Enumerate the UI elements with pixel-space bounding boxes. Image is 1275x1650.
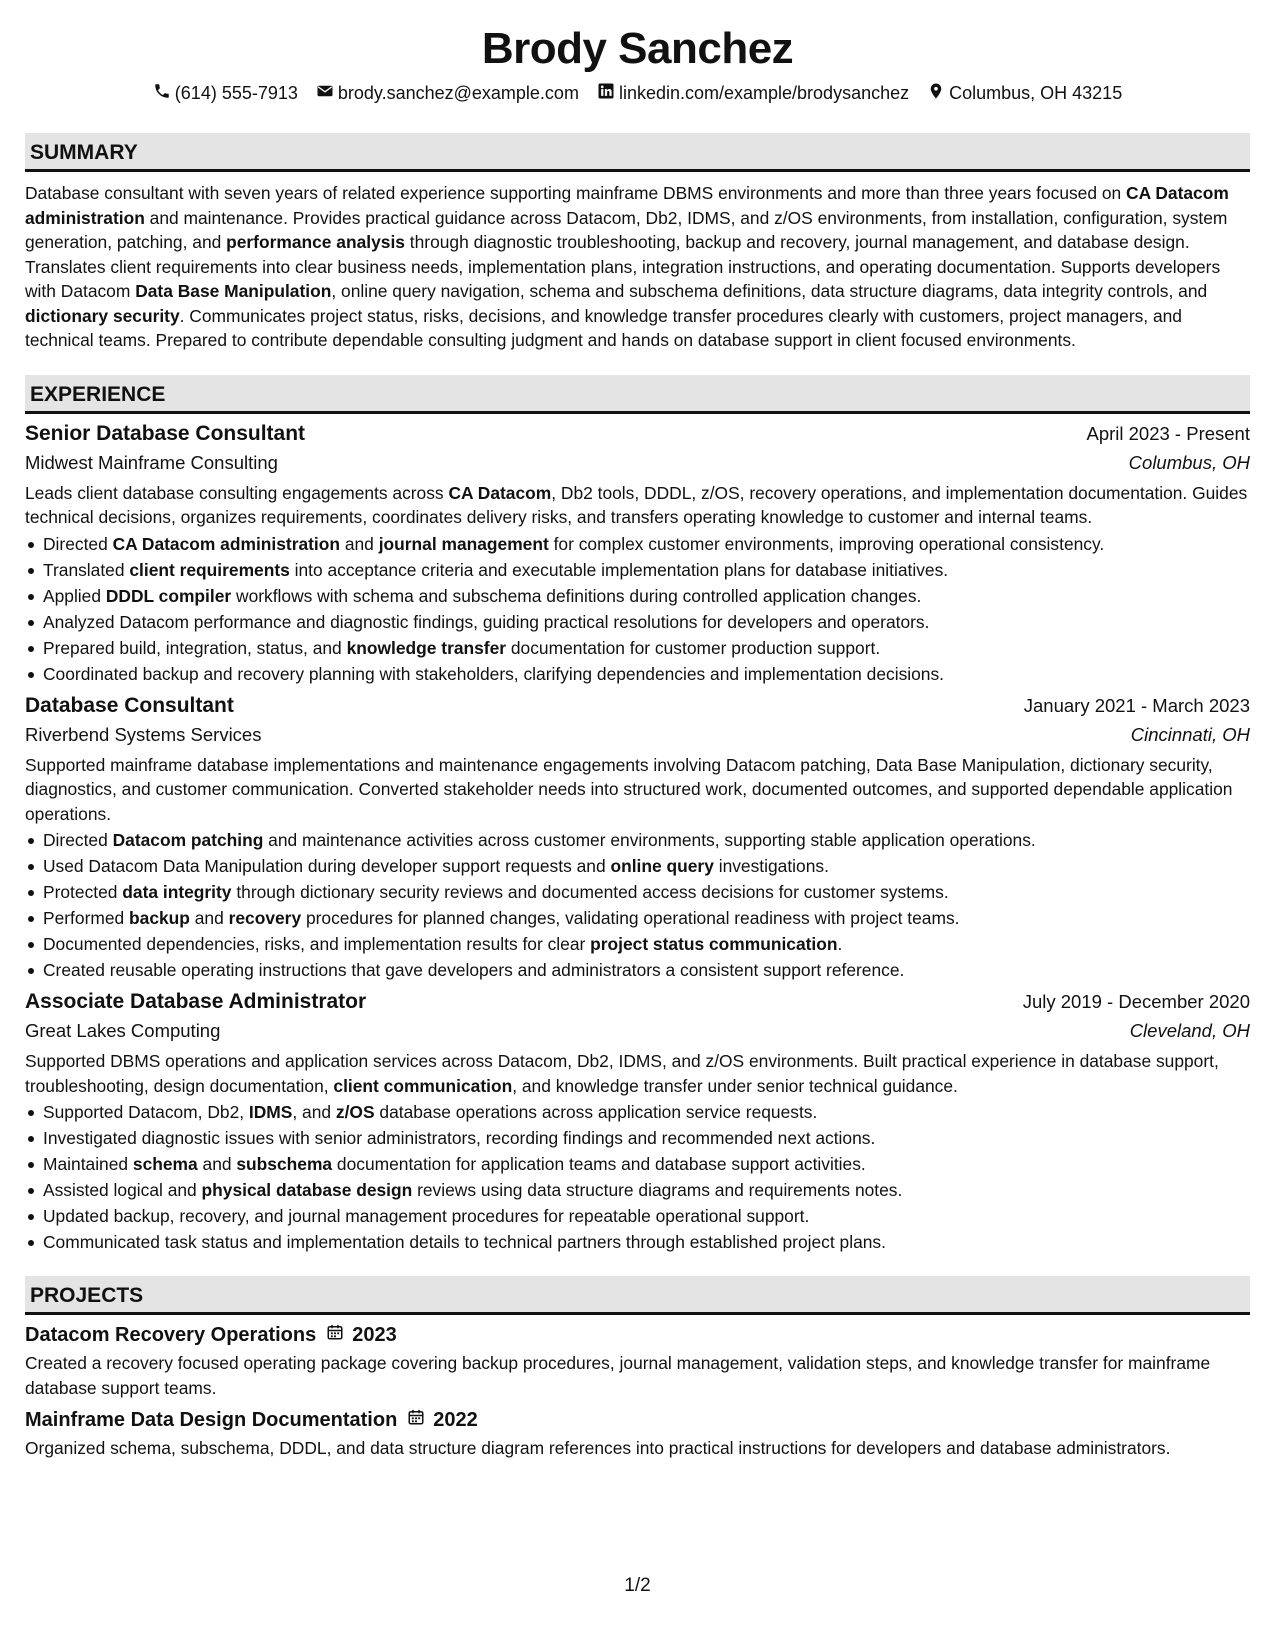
- bold-keyword: online query: [610, 856, 714, 876]
- candidate-name: Brody Sanchez: [481, 24, 794, 73]
- contact-phone: [153, 82, 298, 105]
- project-description: Created a recovery focused operating package covering backup procedures, journal management, validation steps, and knowledge transfer for mainframe database support teams.: [25, 1353, 1211, 1398]
- job-header: [25, 990, 1250, 1014]
- linkedin-link[interactable]: linkedin.com/example/brodysanchez: [618, 82, 910, 103]
- project-year: [326, 1323, 397, 1347]
- bold-keyword: knowledge transfer: [346, 637, 507, 658]
- job-description: Supported DBMS operations and application services across Datacom, Db2, IDMS, and z/OS environments. Built practical experience in database support, troubleshooting, design documentation, client communication, and knowledge transfer under senior technical guidance.: [25, 1051, 1219, 1096]
- bold-keyword: project status communication: [590, 934, 838, 954]
- bullet-item: Applied DDDL compiler workflows with schema and subschema definitions during controlled application changes.: [25, 584, 1250, 608]
- company-name: Riverbend Systems Services: [25, 723, 262, 745]
- job-bullets: [25, 828, 1250, 982]
- job-dates: April 2023 - Present: [1086, 422, 1250, 444]
- job-dates: July 2019 - December 2020: [1022, 991, 1250, 1012]
- bold-keyword: recovery: [228, 908, 302, 928]
- bold-keyword: CA Datacom administration: [112, 533, 340, 554]
- bullet-item: Communicated task status and implementation details to technical partners through established project plans.: [25, 1230, 1250, 1254]
- phone-icon: [153, 82, 171, 105]
- project-title: Datacom Recovery Operations: [25, 1323, 317, 1346]
- contact-email[interactable]: [316, 82, 579, 105]
- bullet-item: Supported Datacom, Db2, IDMS, and z/OS database operations across application service requests.: [25, 1100, 1250, 1124]
- job-subheader: [25, 724, 1250, 746]
- bullet-item: Directed Datacom patching and maintenance activities across customer environments, supporting stable application operations.: [25, 828, 1250, 852]
- bullet-item: Prepared build, integration, status, and knowledge transfer documentation for customer production support.: [25, 636, 1250, 660]
- section-heading-projects: PROJECTS: [25, 1276, 1250, 1315]
- bold-keyword: journal management: [378, 533, 549, 554]
- bold-keyword: physical database design: [201, 1180, 413, 1200]
- bold-keyword: client communication: [333, 1075, 513, 1096]
- job-header: [25, 694, 1250, 718]
- bullet-item: Updated backup, recovery, and journal management procedures for repeatable operational support.: [25, 1204, 1250, 1228]
- experience-list: [25, 422, 1250, 1255]
- projects-list: [25, 1323, 1250, 1461]
- bullet-item: Coordinated backup and recovery planning with stakeholders, clarifying dependencies and implementation decisions.: [25, 662, 1250, 686]
- envelope-icon: [316, 82, 334, 105]
- company-name: Midwest Mainframe Consulting: [25, 451, 278, 473]
- job-subheader: [25, 1020, 1250, 1042]
- bullet-item: Documented dependencies, risks, and implementation results for clear project status communication.: [25, 932, 1250, 956]
- job-location: Columbus, OH: [1128, 451, 1250, 473]
- bold-keyword: dictionary security: [25, 305, 180, 326]
- bold-keyword: subschema: [236, 1154, 333, 1174]
- experience-entry: [25, 990, 1250, 1254]
- location-text: Columbus, OH 43215: [949, 82, 1123, 103]
- bold-keyword: DDDL compiler: [105, 585, 232, 606]
- bullet-item: Created reusable operating instructions that gave developers and administrators a consistent support reference.: [25, 958, 1250, 982]
- job-bullets: [25, 1100, 1250, 1254]
- job-description: Leads client database consulting engagements across CA Datacom, Db2 tools, DDDL, z/OS, recovery operations, and implementation documentation. Guides technical decisions, organizes requirements, coordinates delivery risks, and transfers operating knowledge to customer and internal teams.: [25, 482, 1248, 527]
- project-entry: [25, 1323, 1250, 1400]
- bold-keyword: Datacom patching: [112, 830, 264, 850]
- phone-text: (614) 555-7913: [174, 82, 298, 103]
- section-heading-experience: EXPERIENCE: [25, 375, 1250, 414]
- contact-linkedin[interactable]: [597, 82, 909, 105]
- project-year-text: 2023: [352, 1323, 397, 1346]
- company-name: Great Lakes Computing: [25, 1020, 221, 1041]
- bullet-item: Performed backup and recovery procedures for planned changes, validating operational readiness with project teams.: [25, 906, 1250, 930]
- calendar-icon: [326, 1323, 344, 1347]
- section-heading-summary: SUMMARY: [25, 133, 1250, 172]
- bullet-item: Assisted logical and physical database design reviews using data structure diagrams and requirements notes.: [25, 1178, 1250, 1202]
- bullet-item: Investigated diagnostic issues with senior administrators, recording findings and recommended next actions.: [25, 1126, 1250, 1150]
- summary-text: Database consultant with seven years of related experience supporting mainframe DBMS environments and more than three years focused on CA Datacom administration and maintenance. Provides practical guidance across Datacom, Db2, IDMS, and z/OS environments, from installation, configuration, system generation, patching, and performance analysis through diagnostic troubleshooting, backup and recovery, journal management, and database design. Translates client requirements into clear business needs, implementation plans, integration instructions, and operating documentation. Supports developers with Datacom Data Base Manipulation, online query navigation, schema and subschema definitions, data structure diagrams, data integrity controls, and dictionary security. Communicates project status, risks, decisions, and knowledge transfer procedures clearly with customers, project managers, and technical teams. Prepared to contribute dependable consulting judgment and hands on database support in client focused environments.: [25, 183, 1229, 350]
- bullet-item: Directed CA Datacom administration and journal management for complex customer environments, improving operational consistency.: [25, 532, 1250, 556]
- bold-keyword: schema: [132, 1154, 198, 1174]
- bullet-item: Translated client requirements into acceptance criteria and executable implementation plans for database initiatives.: [25, 558, 1250, 582]
- resume-page: [25, 0, 1250, 1461]
- bold-keyword: backup: [129, 908, 190, 928]
- experience-entry: [25, 422, 1250, 686]
- bullet-item: Maintained schema and subschema documentation for application teams and database support activities.: [25, 1152, 1250, 1176]
- bold-keyword: Data Base Manipulation: [135, 281, 332, 301]
- job-dates: January 2021 - March 2023: [1023, 694, 1250, 716]
- bold-keyword: client requirements: [129, 559, 290, 580]
- contact-location: [927, 82, 1122, 105]
- job-title: Senior Database Consultant: [25, 421, 306, 445]
- contact-bar: [25, 80, 1250, 106]
- calendar-icon: [407, 1408, 425, 1432]
- linkedin-icon: [597, 82, 615, 105]
- job-title: Associate Database Administrator: [25, 990, 367, 1013]
- project-header: [25, 1323, 1250, 1347]
- bullet-item: Analyzed Datacom performance and diagnostic findings, guiding practical resolutions for developers and operators.: [25, 610, 1250, 634]
- email-link[interactable]: brody.sanchez@example.com: [337, 82, 579, 103]
- bullet-item: Protected data integrity through dictionary security reviews and documented access decisions for customer systems.: [25, 880, 1250, 904]
- bold-keyword: CA Datacom administration: [25, 183, 1229, 228]
- project-description: Organized schema, subschema, DDDL, and data structure diagram references into practical instructions for developers and database administrators.: [25, 1438, 1171, 1458]
- project-header: [25, 1408, 1250, 1432]
- job-description: Supported mainframe database implementations and maintenance engagements involving Datacom patching, Data Base Manipulation, dictionary security, diagnostics, and customer communication. Converted stakeholder needs into structured work, documented outcomes, and supported dependable application operations.: [25, 754, 1233, 824]
- project-year: [407, 1408, 478, 1432]
- job-bullets: [25, 532, 1250, 686]
- project-entry: [25, 1408, 1250, 1461]
- project-year-text: 2022: [433, 1408, 478, 1431]
- experience-entry: [25, 694, 1250, 983]
- bold-keyword: CA Datacom: [448, 482, 552, 503]
- bold-keyword: data integrity: [122, 882, 232, 902]
- map-pin-icon: [927, 82, 945, 105]
- page-number: 1/2: [624, 1575, 651, 1596]
- job-subheader: [25, 452, 1250, 474]
- job-title: Database Consultant: [25, 693, 234, 717]
- bold-keyword: IDMS: [248, 1102, 293, 1122]
- project-title: Mainframe Data Design Documentation: [25, 1408, 398, 1431]
- job-location: Cincinnati, OH: [1130, 723, 1250, 745]
- bullet-item: Used Datacom Data Manipulation during developer support requests and online query investigations.: [25, 854, 1250, 878]
- bold-keyword: performance analysis: [226, 232, 405, 252]
- job-header: [25, 422, 1250, 446]
- bold-keyword: z/OS: [335, 1102, 375, 1122]
- job-location: Cleveland, OH: [1129, 1020, 1250, 1041]
